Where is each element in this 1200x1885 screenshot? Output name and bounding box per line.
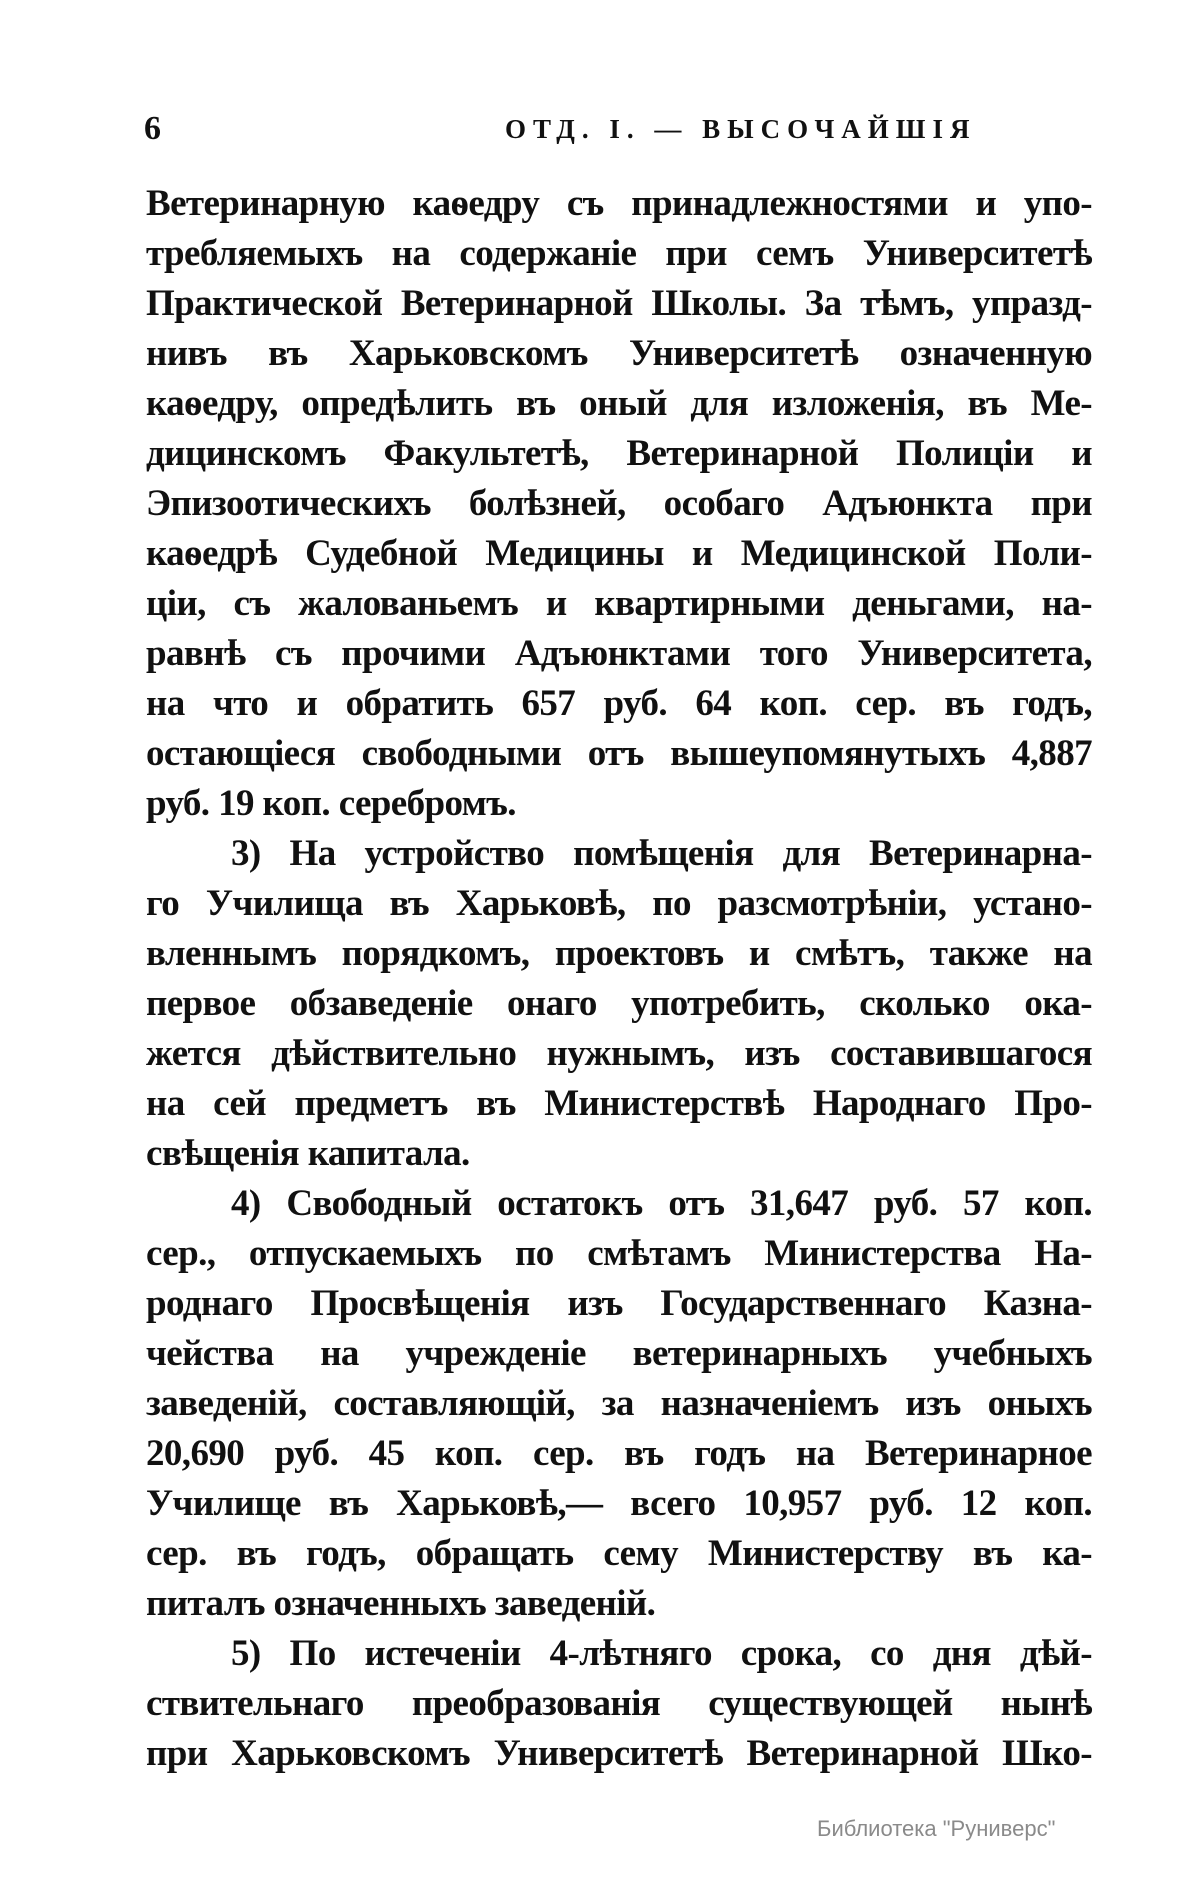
library-watermark: Библиотека "Руниверс" [817, 1816, 1056, 1841]
text-line: дицинскомъ Факультетѣ, Ветеринарной Полиціи и [146, 433, 1092, 474]
text-line: 4) Свободный остатокъ отъ 31,647 руб. 57 коп. [231, 1183, 1092, 1224]
running-title: ОТД. I. — ВЫСОЧАЙШІЯ [505, 114, 977, 144]
text-line: Практической Ветеринарной Школы. За тѣмъ, упразд- [146, 283, 1092, 324]
text-line: сер. въ годъ, обращать сему Министерству въ ка- [146, 1533, 1092, 1574]
text-line: нивъ въ Харьковскомъ Университетѣ означенную [146, 333, 1092, 374]
text-line: роднаго Просвѣщенія изъ Государственнаго Казна- [146, 1283, 1092, 1324]
text-line: свѣщенія капитала. [146, 1133, 470, 1174]
page-number: 6 [144, 110, 161, 147]
text-line: остающіеся свободными отъ вышеупомянутыхъ 4,887 [146, 733, 1092, 774]
text-line: 3) На устройство помѣщенія для Ветеринарна- [231, 833, 1092, 874]
text-line: руб. 19 коп. серебромъ. [146, 783, 516, 824]
text-line: требляемыхъ на содержаніе при семъ Университетѣ [146, 233, 1092, 274]
text-line: Ветеринарную каѳедру съ принадлежностями и упо- [146, 183, 1092, 224]
text-line: равнѣ съ прочими Адъюнктами того Университета, [146, 633, 1092, 674]
text-line: заведеній, составляющій, за назначеніемъ изъ оныхъ [146, 1383, 1092, 1424]
text-line: чейства на учрежденіе ветеринарныхъ учебныхъ [146, 1333, 1092, 1374]
text-line: Училище въ Харьковѣ,— всего 10,957 руб. 12 коп. [146, 1483, 1092, 1524]
text-line: при Харьковскомъ Университетѣ Ветеринарной Шко- [146, 1733, 1092, 1774]
text-line: каѳедрѣ Судебной Медицины и Медицинской Поли- [146, 533, 1092, 574]
text-line: каѳедру, опредѣлить въ оный для изложенія, въ Ме- [146, 383, 1092, 424]
body-text [146, 182, 1092, 1782]
text-line: жется дѣйствительно нужнымъ, изъ составившагося [146, 1033, 1092, 1074]
text-line: сер., отпускаемыхъ по смѣтамъ Министерства На- [146, 1233, 1092, 1274]
text-line: первое обзаведеніе онаго употребить, сколько ока- [146, 983, 1092, 1024]
text-line: питалъ означенныхъ заведеній. [146, 1583, 656, 1624]
text-line: ціи, съ жалованьемъ и квартирными деньгами, на- [146, 583, 1092, 624]
text-line: на сей предметъ въ Министерствѣ Народнаго Про- [146, 1083, 1092, 1124]
text-line: 20,690 руб. 45 коп. сер. въ годъ на Ветеринарное [146, 1433, 1092, 1474]
text-line: го Училища въ Харьковѣ, по разсмотрѣніи, устано- [146, 883, 1092, 924]
text-line: на что и обратить 657 руб. 64 коп. сер. въ годъ, [146, 683, 1092, 724]
text-line: ствительнаго преобразованія существующей нынѣ [146, 1683, 1092, 1724]
text-line: 5) По истеченіи 4-лѣтняго срока, со дня дѣй- [231, 1633, 1092, 1674]
text-line: Эпизоотическихъ болѣзней, особаго Адъюнкта при [146, 483, 1092, 524]
text-line: вленнымъ порядкомъ, проектовъ и смѣтъ, также на [146, 933, 1092, 974]
